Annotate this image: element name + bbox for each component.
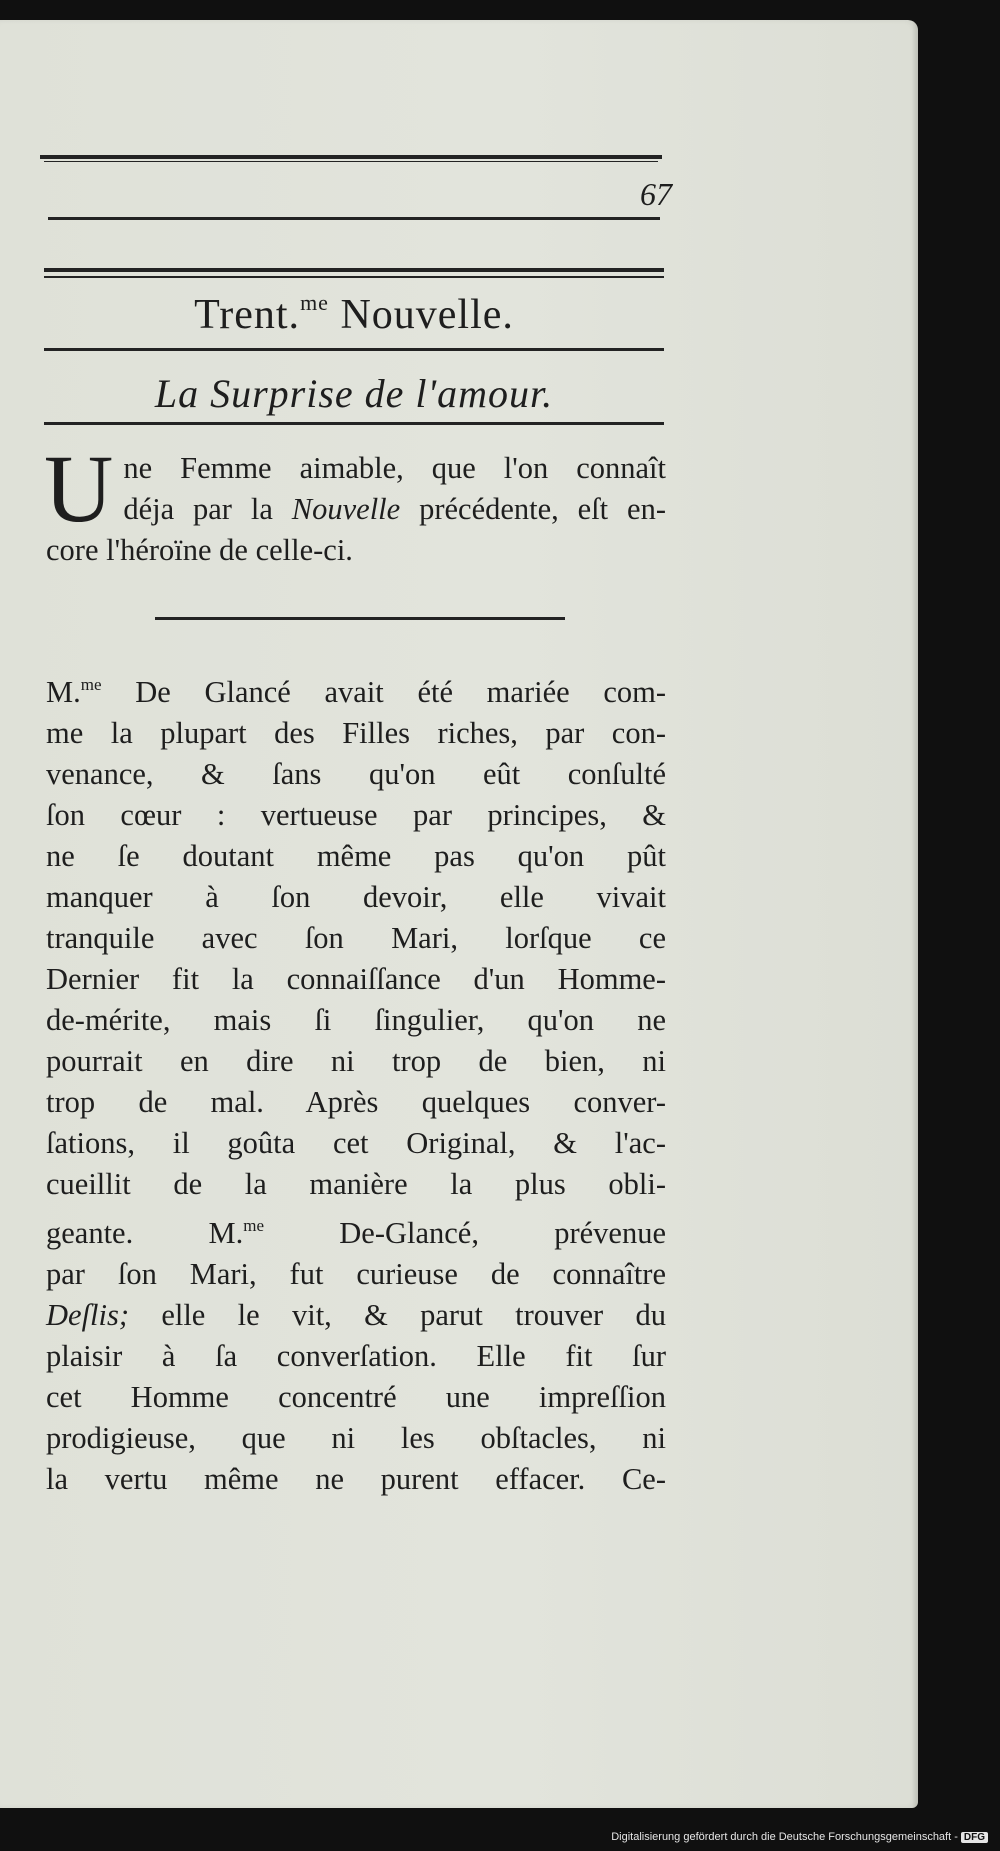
- italic-word: Nouvelle: [291, 492, 401, 526]
- page-edge-shadow: [912, 20, 918, 1808]
- top-ornament-rule-thin: [44, 161, 658, 162]
- header-rule: [48, 217, 660, 220]
- subtitle-rule: [44, 422, 664, 425]
- intro-line: déja par la Nouvelle précédente, eſt en-: [123, 492, 666, 526]
- italic-word: Deſlis;: [46, 1298, 130, 1332]
- digitization-credit: [611, 1831, 988, 1843]
- credit-text: Digitalisierung gefördert durch die Deutsche Forschungsgemeinschaft -: [611, 1831, 958, 1843]
- main-line: tranquile avec ſon Mari, lorſque ce: [46, 921, 666, 955]
- intro-lines: [44, 435, 666, 571]
- main-line: ne ſe doutant même pas qu'on pût: [46, 839, 666, 873]
- chapter-heading: [46, 290, 662, 339]
- intro-line: ne Femme aimable, que l'on connaît: [123, 451, 666, 485]
- heading-rule-middle: [44, 348, 664, 351]
- main-line: plaisir à ſa converſation. Elle fit ſur: [46, 1339, 666, 1373]
- drop-capital: U: [44, 435, 114, 542]
- superscript-abbrev: me: [243, 1216, 264, 1235]
- chapter-subtitle: La Surprise de l'amour.: [154, 371, 554, 416]
- main-line: Dernier fit la connaiſſance d'un Homme-: [46, 962, 666, 996]
- main-line: cueillit de la manière la plus obli-: [46, 1167, 666, 1201]
- heading-rule-top: [44, 268, 664, 272]
- main-line: manquer à ſon devoir, elle vivait: [46, 880, 666, 914]
- dfg-logo: DFG: [961, 1832, 988, 1843]
- page-number: 67: [640, 176, 672, 212]
- main-line: la vertu même ne purent effacer. Ce-: [46, 1462, 666, 1496]
- heading-rule-top-thin: [44, 276, 664, 278]
- main-line: geante. M.$^{me}$ De-Glancé, prévenue: [46, 1216, 666, 1250]
- section-separator-rule: [155, 617, 565, 620]
- main-lines: [46, 664, 666, 1500]
- main-line: prodigieuse, que ni les obſtacles, ni: [46, 1421, 666, 1455]
- main-line: par ſon Mari, fut curieuse de connaître: [46, 1257, 666, 1291]
- main-line: ſon cœur : vertueuse par principes, &: [46, 798, 666, 832]
- main-line: de-mérite, mais ſi ſingulier, qu'on ne: [46, 1003, 666, 1037]
- main-paragraph: [46, 664, 666, 1500]
- main-line: venance, & ſans qu'on eût conſulté: [46, 757, 666, 791]
- superscript-abbrev: me: [80, 675, 102, 694]
- heading-superscript: me: [300, 290, 329, 315]
- heading-suffix: Nouvelle.: [328, 292, 514, 338]
- book-page: [0, 20, 918, 1808]
- top-ornament-rule: [40, 155, 662, 159]
- intro-paragraph: [44, 435, 666, 571]
- main-line: pourrait en dire ni trop de bien, ni: [46, 1044, 666, 1078]
- main-line: trop de mal. Après quelques conver-: [46, 1085, 666, 1119]
- main-line: cet Homme concentré une impreſſion: [46, 1380, 666, 1414]
- main-line: M.$^{me}$ De Glancé avait été mariée com-: [46, 675, 666, 709]
- main-line: ſations, il goûta cet Original, & l'ac-: [46, 1126, 666, 1160]
- intro-line: core l'héroïne de celle-ci.: [46, 533, 353, 567]
- main-line: me la plupart des Filles riches, par con-: [46, 716, 666, 750]
- heading-prefix: Trent.: [194, 292, 301, 338]
- main-line: Deſlis; elle le vit, & parut trouver du: [46, 1298, 666, 1332]
